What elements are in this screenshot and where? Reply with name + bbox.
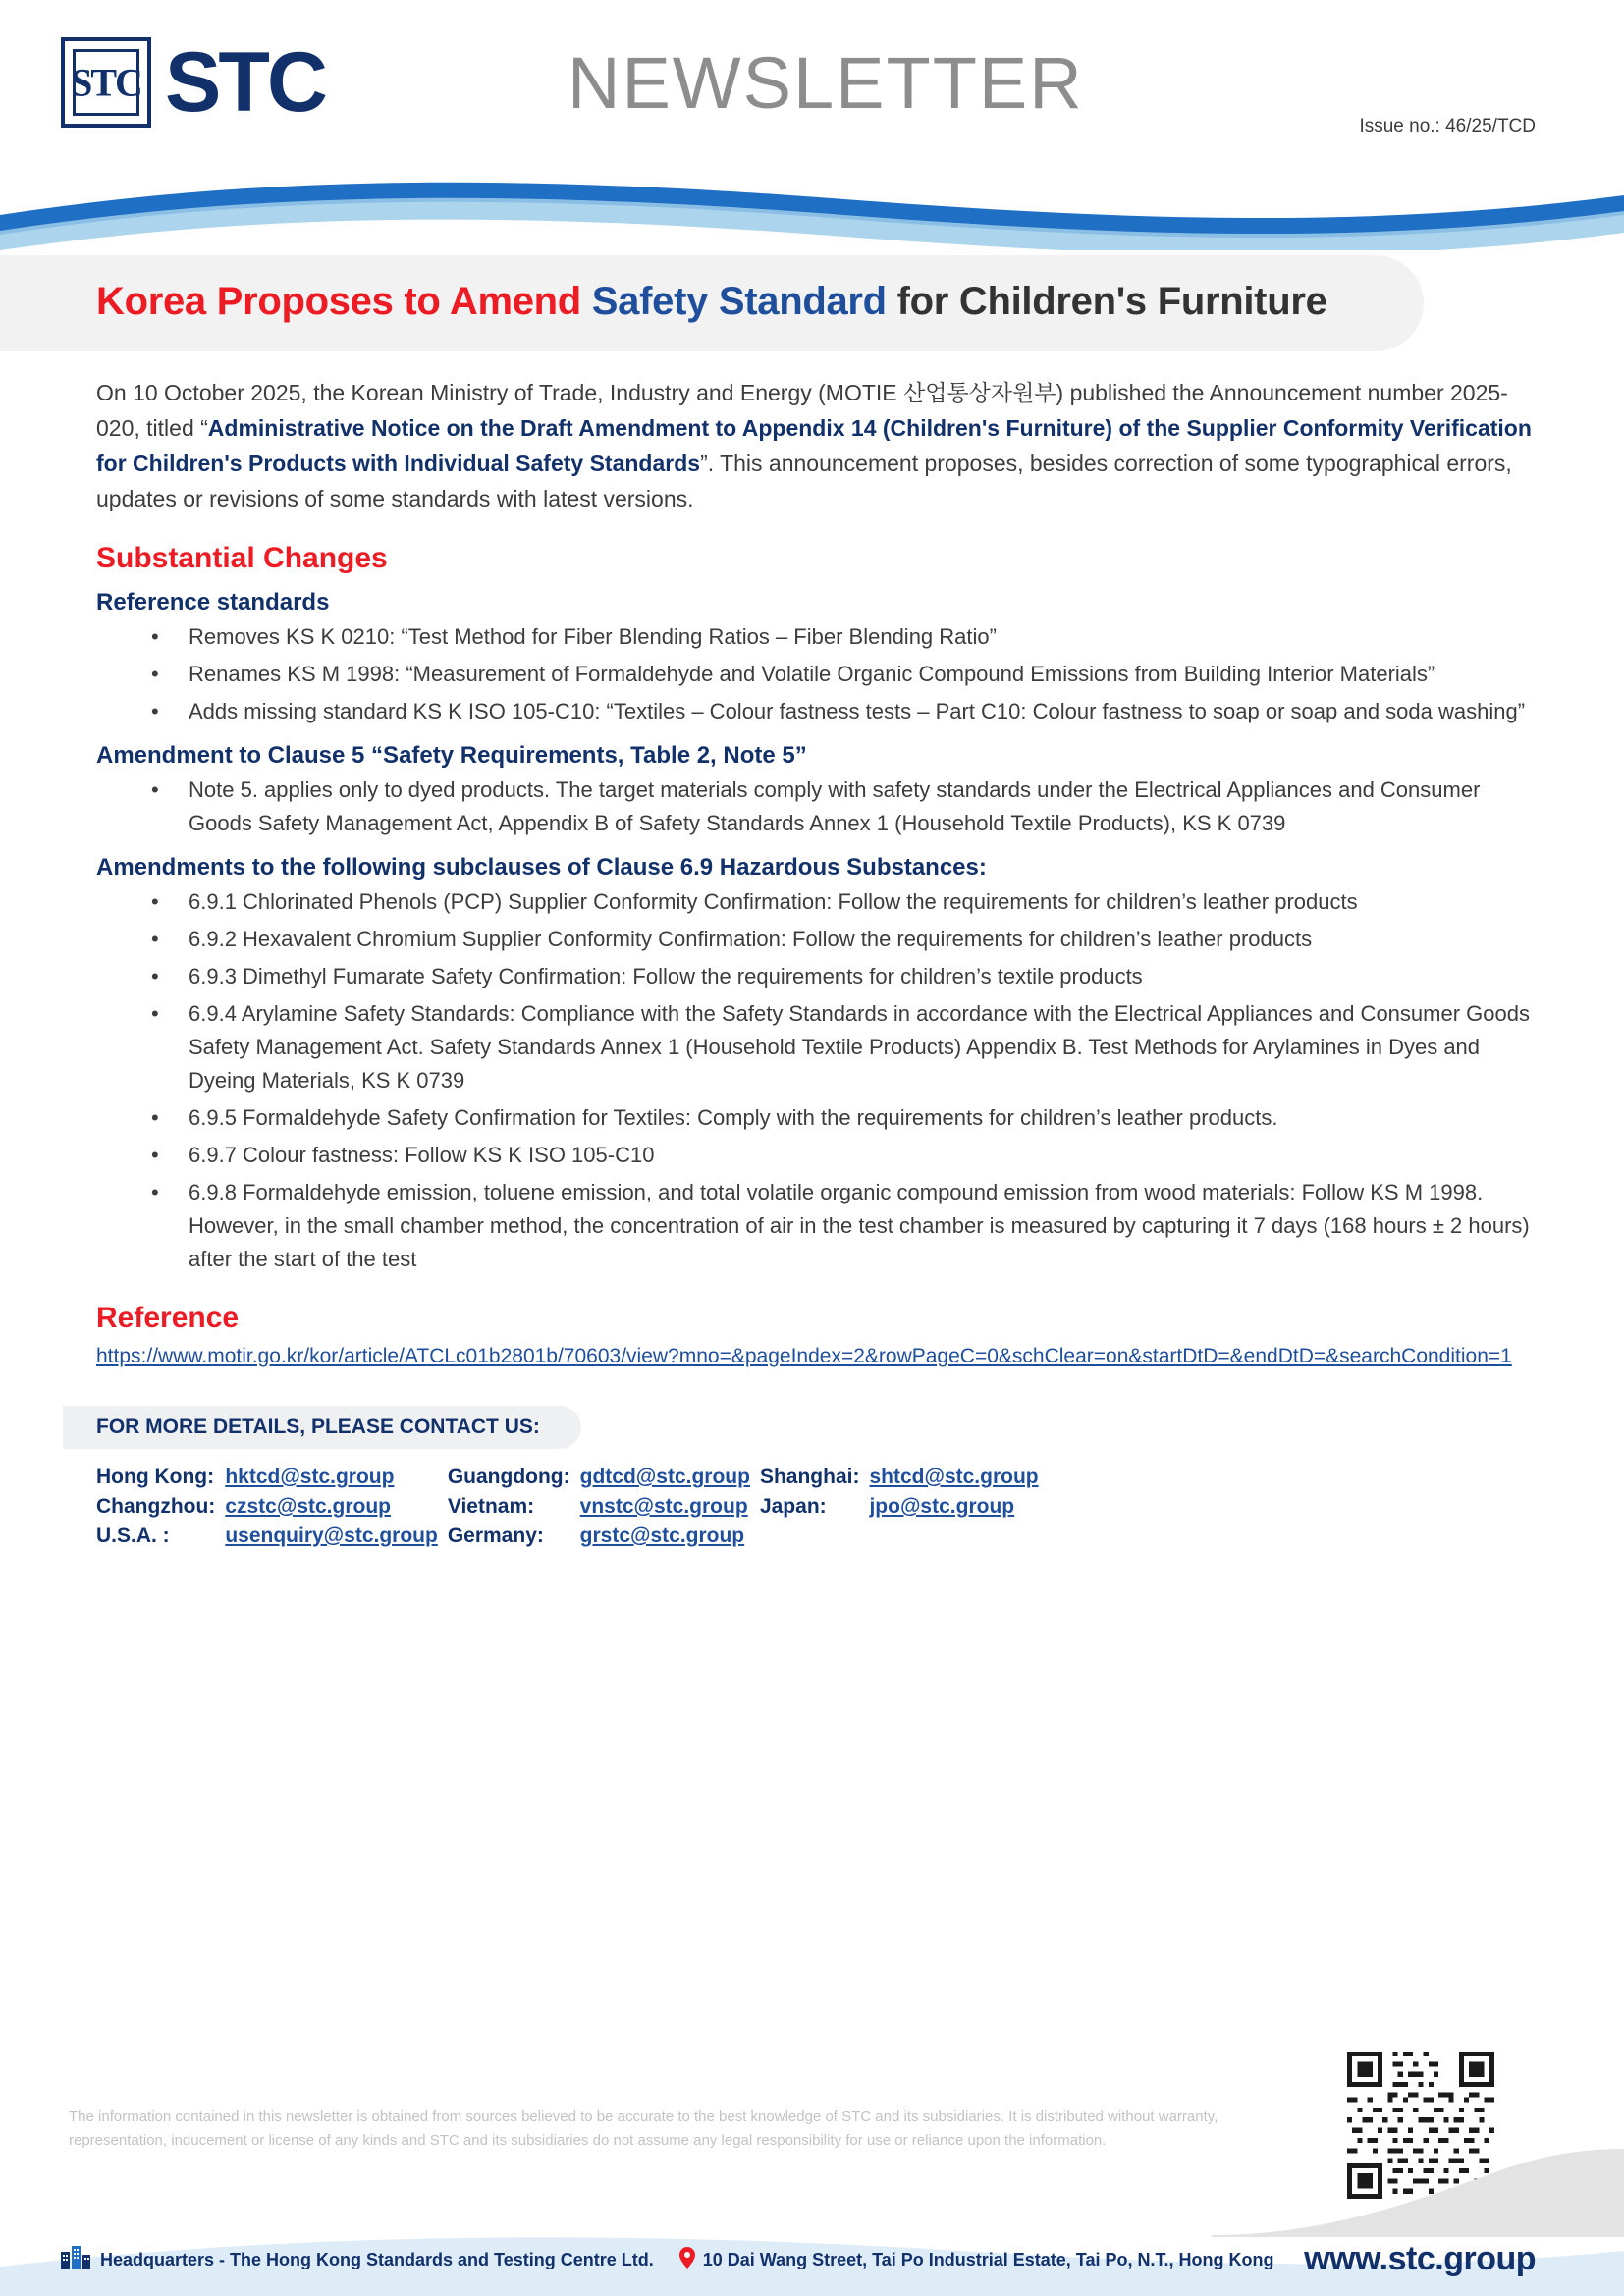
building-icon xyxy=(61,2246,90,2274)
issue-number: Issue no.: 46/25/TCD xyxy=(1359,116,1536,136)
stc-logo-text: STC xyxy=(165,35,325,130)
page-header xyxy=(0,0,1624,245)
list-item: • Note 5. applies only to dyed products. The target materials comply with safety standards under the Electrical Appliances and Consumer Goods Safety Management Act, Appendix B of Safety Standards Annex 1 (Household Textile Products), KS K 0739 xyxy=(177,774,1536,840)
stc-logo-glyph: STC xyxy=(71,60,141,105)
contact-label: Shanghai: xyxy=(759,1466,860,1488)
clause-5-list xyxy=(96,774,1536,840)
subheading-reference-standards: Reference standards xyxy=(96,589,330,615)
list-item: • Adds missing standard KS K ISO 105-C10: “Textiles – Colour fastness tests – Part C10: Colour fastness to soap or soap and soda washing” xyxy=(177,695,1536,728)
contact-email[interactable] xyxy=(869,1463,1048,1492)
contact-label: Japan: xyxy=(759,1495,827,1518)
contact-table xyxy=(96,1463,1049,1551)
stc-logo xyxy=(61,37,325,128)
list-item: • 6.9.2 Hexavalent Chromium Supplier Conformity Confirmation: Follow the requirements for children’s leather products xyxy=(177,923,1536,956)
disclaimer-text: The information contained in this newsletter is obtained from sources believed to be accurate to the best knowledge of STC and its subsidiaries. It is distributed without warranty, representation, inducement or license of any kinds and STC and its subsidiaries do not assume any legal responsibility for use or reliance upon the information. xyxy=(69,2109,1218,2149)
table-row xyxy=(96,1492,1049,1522)
intro-tail: ”. This announcement proposes, besides correction of some typographical errors, updates or revisions of some standards with latest versions. xyxy=(96,451,1512,511)
list-item: • 6.9.5 Formaldehyde Safety Confirmation for Textiles: Comply with the requirements for children’s leather products. xyxy=(177,1101,1536,1135)
list-item: • Renames KS M 1998: “Measurement of Formaldehyde and Volatile Organic Compound Emissions from Building Interior Materials” xyxy=(177,658,1536,691)
footer-address: 10 Dai Wang Street, Tai Po Industrial Estate, Tai Po, N.T., Hong Kong xyxy=(702,2250,1274,2269)
list-item: • 6.9.7 Colour fastness: Follow KS K ISO 105-C10 xyxy=(177,1139,1536,1172)
list-item: • 6.9.3 Dimethyl Fumarate Safety Confirmation: Follow the requirements for children’s textile products xyxy=(177,960,1536,993)
contact-label: Changzhou: xyxy=(96,1495,216,1518)
clause-69-list xyxy=(96,885,1536,1276)
subheading-clause-5: Amendment to Clause 5 “Safety Requirements, Table 2, Note 5” xyxy=(96,742,807,769)
article-body xyxy=(0,375,1624,1551)
contact-email[interactable] xyxy=(225,1492,448,1522)
title-part-3: for Children's Furniture xyxy=(896,280,1327,323)
reference-url-link[interactable]: https://www.motir.go.kr/kor/article/ATCLc01b2801b/70603/view?mno=&pageIndex=2&rowPageC=0&schClear=on&startDtD=&endDtD=&searchCondition=1 xyxy=(96,1345,1512,1367)
list-item: • 6.9.8 Formaldehyde emission, toluene emission, and total volatile organic compound emission from wood materials: Follow KS M 1998. However, in the small chamber method, the concentration of air in the test chamber is measured by capturing it 7 days (168 hours ± 2 hours) after the start of the test xyxy=(177,1176,1536,1276)
location-pin-icon xyxy=(679,2247,695,2273)
list-item: • Removes KS K 0210: “Test Method for Fiber Blending Ratios – Fiber Blending Ratio” xyxy=(177,620,1536,654)
contact-label: Guangdong: xyxy=(447,1466,570,1488)
contact-email xyxy=(869,1522,1048,1551)
contact-email-link[interactable]: grstc@stc.group xyxy=(579,1524,745,1547)
header-wave-decoration xyxy=(0,172,1624,250)
contact-email-link[interactable]: jpo@stc.group xyxy=(869,1495,1015,1518)
contact-label: U.S.A. : xyxy=(96,1524,170,1547)
contact-label: Vietnam: xyxy=(447,1495,535,1518)
intro-paragraph xyxy=(96,375,1536,516)
page-title xyxy=(96,277,1335,326)
section-heading-substantial-changes: Substantial Changes xyxy=(96,542,388,574)
intro-bold: Administrative Notice on the Draft Amendment to Appendix 14 (Children's Furniture) of the Supplier Conformity Verification for Children's Products with Individual Safety Standards xyxy=(96,415,1532,476)
article-title-banner xyxy=(0,255,1424,351)
reference-standards-list xyxy=(96,620,1536,728)
title-part-1: Korea Proposes to Amend xyxy=(96,280,581,323)
contact-email[interactable] xyxy=(580,1522,760,1551)
subheading-clause-69: Amendments to the following subclauses of Clause 6.9 Hazardous Substances: xyxy=(96,854,987,881)
footer-website[interactable]: www.stc.group xyxy=(1304,2240,1536,2277)
contact-email-link[interactable]: hktcd@stc.group xyxy=(225,1466,395,1488)
list-item: • 6.9.1 Chlorinated Phenols (PCP) Supplier Conformity Confirmation: Follow the requirements for children’s leather products xyxy=(177,885,1536,919)
intro-lead: On 10 October 2025, the Korean Ministry of Trade, Industry and Energy (MOTIE 산업통상자원부) published the Announcement number 2025-020, titled “ xyxy=(96,380,1508,441)
table-row xyxy=(96,1463,1049,1492)
contact-email[interactable] xyxy=(580,1492,760,1522)
footer-info xyxy=(61,2246,1273,2274)
contact-email-link[interactable]: czstc@stc.group xyxy=(225,1495,391,1518)
contact-email-link[interactable]: vnstc@stc.group xyxy=(579,1495,748,1518)
contact-email[interactable] xyxy=(225,1463,448,1492)
title-part-2: Safety Standard xyxy=(591,280,887,323)
contact-email[interactable] xyxy=(869,1492,1048,1522)
table-row xyxy=(96,1522,1049,1551)
footer-organization: Headquarters - The Hong Kong Standards and Testing Centre Ltd. xyxy=(100,2250,654,2269)
contact-banner: FOR MORE DETAILS, PLEASE CONTACT US: xyxy=(63,1406,581,1449)
contact-section xyxy=(96,1406,1536,1551)
section-heading-reference: Reference xyxy=(96,1302,240,1334)
contact-label: Germany: xyxy=(447,1524,544,1547)
list-item: • 6.9.4 Arylamine Safety Standards: Compliance with the Safety Standards in accordance with the Electrical Appliances and Consumer Goods Safety Management Act. Safety Standards Annex 1 (Household Textile Products) Appendix B. Test Methods for Arylamines in Dyes and Dyeing Materials, KS K 0739 xyxy=(177,997,1536,1097)
stc-logo-mark-icon xyxy=(61,37,151,128)
contact-email-link[interactable]: usenquiry@stc.group xyxy=(225,1524,438,1547)
newsletter-wordmark: NEWSLETTER xyxy=(568,42,1084,124)
contact-email[interactable] xyxy=(580,1463,760,1492)
contact-email-link[interactable]: gdtcd@stc.group xyxy=(579,1466,750,1488)
contact-email-link[interactable]: shtcd@stc.group xyxy=(869,1466,1039,1488)
contact-email[interactable] xyxy=(225,1522,448,1551)
contact-label: Hong Kong: xyxy=(96,1466,215,1488)
contact-label xyxy=(760,1522,870,1551)
